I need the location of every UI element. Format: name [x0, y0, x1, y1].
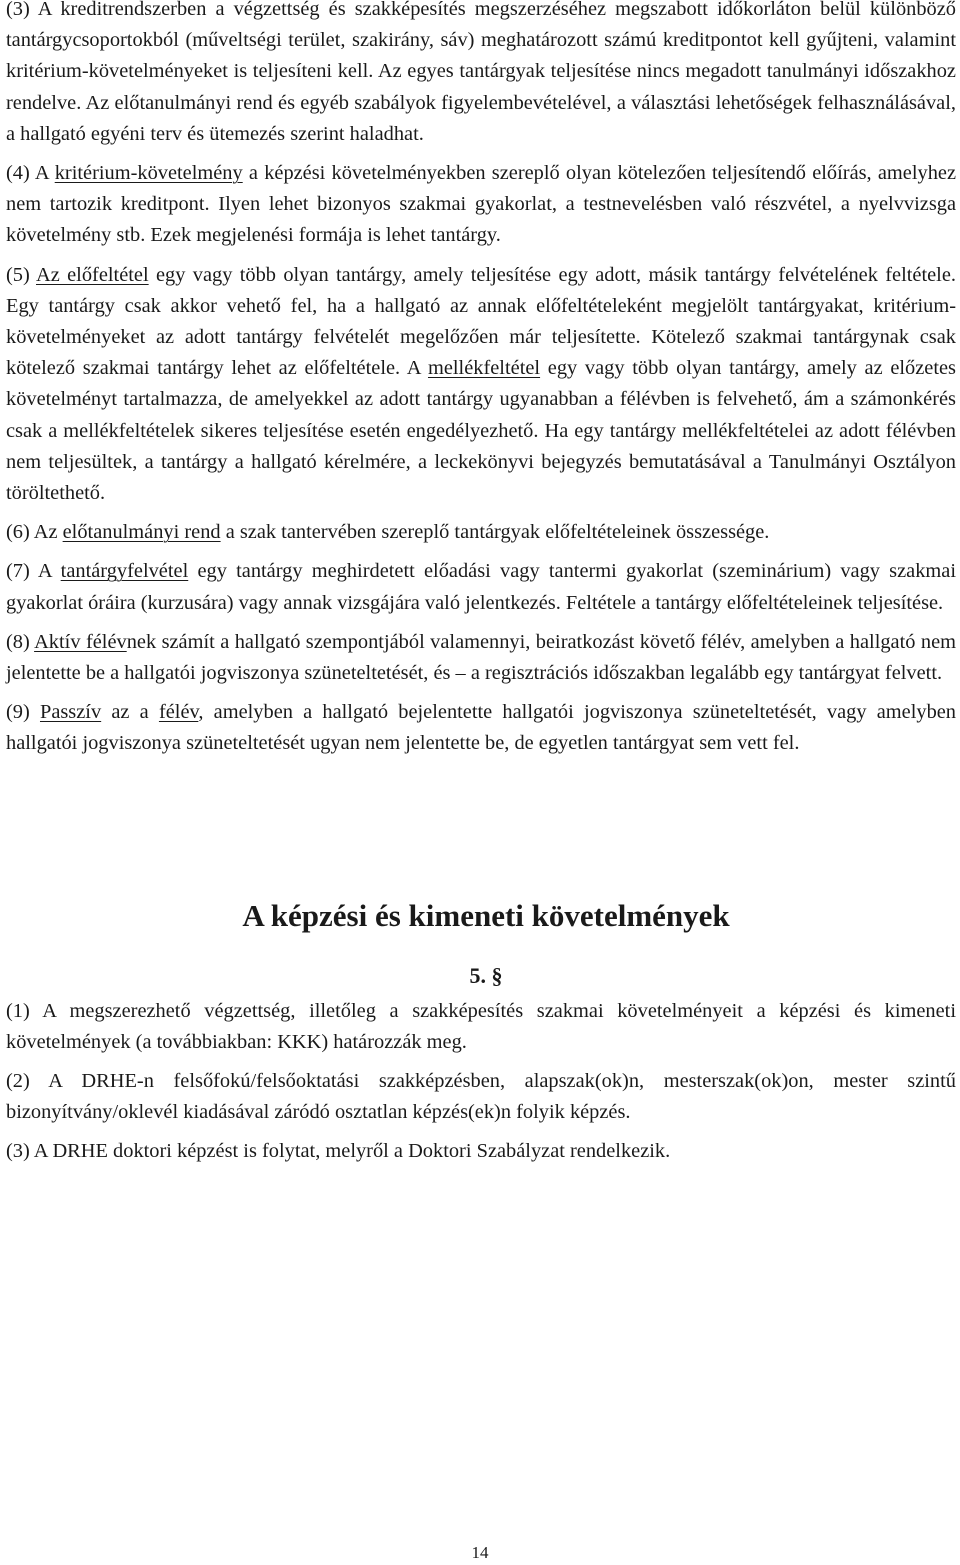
paragraph-9-body-1: az a	[101, 701, 159, 724]
document-page	[6, 0, 956, 1176]
paragraph-3-text: (3) A kreditrendszerben a végzettség és szakképesítés megszerzéséhez megszabott időkorláton belül különböző tantárgycsoportokból (műveltségi terület, szakirány, sáv) meghatározott számú kreditpontot kell gyűjteni, valamint kritérium-követelményeket is teljesíteni kell. Az egyes tantárgyak teljesítése nincs megadott tanulmányi időszakhoz rendelve. Az előtanulmányi rend és egyéb szabályok figyelembevételével, a választási lehetőségek felhasználásával, a hallgató egyéni terv és ütemezés szerint haladhat.	[6, 0, 956, 145]
paragraph-7-body: egy tantárgy meghirdetett előadási vagy tantermi gyakorlat (szeminárium) vagy szakmai gyakorlat óráira (kurzusára) vagy annak vizsgájára való jelentkezés. Feltétele a tantárgy előfeltételeinek teljesítése.	[6, 560, 956, 614]
paragraph-9-prefix: (9)	[6, 701, 40, 724]
term-passziv: Passzív	[39, 701, 102, 724]
paragraph-7	[6, 556, 956, 618]
paragraph-6-prefix: (6) Az	[6, 521, 63, 544]
paragraph-6	[6, 517, 956, 548]
paragraph-8-body: nek számít a hallgató szempontjából valamennyi, beiratkozást követő félév, amelyben a hallgató nem jelentette be a hallgatói jogviszonya szüneteltetését, és – a regisztrációs időszakban legalább egy tantárgyat felvett.	[6, 630, 956, 685]
section-paragraph-2	[6, 1066, 956, 1128]
section-paragraph-3-text: (3) A DRHE doktori képzést is folytat, melyről a Doktori Szabályzat rendelkezik.	[6, 1140, 671, 1163]
paragraph-9	[6, 697, 956, 759]
section-paragraph-2-text: (2) A DRHE-n felsőfokú/felsőoktatási szakképzésben, alapszak(ok)n, mesterszak(ok)on, mester szintű bizonyítvány/oklevél kiadásával záródó osztatlan képzés(ek)n folyik képzés.	[6, 1070, 956, 1124]
term-mellekfeltetel: mellékfeltétel	[427, 357, 541, 380]
paragraph-5	[6, 260, 956, 510]
paragraph-5-body-2: egy vagy több olyan tantárgy, amely az előzetes követelményt tartalmazza, de amelyekkel az adott tantárgy ugyanabban a félévben is felvehető, ám a számonkérés csak a mellékfeltételek sikeres teljesítése esetén engedélyezhető. Ha egy tantárgy mellékfeltételei az adott félévben nem teljesültek, a tantárgy a hallgató kérelmére, a leckekönyvi bejegyzés bemutatásával a Tanulmányi Osztályon töröltethető.	[6, 357, 956, 505]
paragraph-4-body: a képzési követelményekben szereplő olyan kötelezően teljesítendő előírás, amelyhez nem tartozik kreditpont. Ilyen lehet bizonyos szakmai gyakorlat, a testnevelésben való részvétel, a nyelvvizsga követelmény stb. Ezek megjelenési formája is lehet tantárgy.	[6, 162, 956, 247]
term-aktiv-felev: Aktív félév	[34, 630, 127, 653]
paragraph-7-prefix: (7) A	[6, 560, 61, 583]
section-paragraph-3	[6, 1136, 956, 1167]
term-kriterium-kovetelmeny: kritérium-követelmény	[54, 162, 243, 185]
paragraph-6-body: a szak tantervében szereplő tantárgyak előfeltételeinek összessége.	[220, 521, 770, 544]
paragraph-9-body-2: , amelyben a hallgató bejelentette hallgatói jogviszonya szüneteltetését, vagy amelyben hallgatói jogviszonya szüneteltetését ugyan nem jelentette be, de egyetlen tantárgyat sem vett fel.	[6, 701, 957, 755]
section-number: 5. §	[469, 962, 503, 988]
paragraph-8	[6, 627, 956, 689]
term-felev: félév	[158, 701, 199, 724]
paragraph-5-prefix: (5)	[6, 263, 36, 286]
section-heading: A képzési és kimeneti követelmények	[242, 897, 730, 933]
paragraph-4-prefix: (4) A	[6, 162, 55, 185]
paragraph-5-body-1: egy vagy több olyan tantárgy, amely teljesítése egy adott, másik tantárgy felvételének feltétele. Egy tantárgy csak akkor vehető fel, ha a hallgató az annak előfeltételeként megjelölt tantárgyakat, kritérium-követelményeket az adott tantárgy felvételét megelőzően már teljesítette. Kötelező szakmai tantárgynak csak kötelező szakmai tantárgy lehet az előfeltétele. A	[6, 263, 956, 380]
section-paragraph-1-text: (1) A megszerezhető végzettség, illetőleg a szakképesítés szakmai követelményeit a képzési és kimeneti követelmények (a továbbiakban: KKK) határozzák meg.	[6, 999, 956, 1053]
section-spacer	[6, 768, 956, 896]
paragraph-4	[6, 158, 956, 252]
term-elofeltetel: Az előfeltétel	[36, 263, 149, 286]
paragraph-3	[6, 0, 956, 150]
paragraph-8-prefix: (8)	[6, 630, 35, 653]
term-tantargyfelvetel: tantárgyfelvétel	[60, 560, 189, 583]
term-elotanulmanyi-rend: előtanulmányi rend	[62, 521, 221, 544]
section-paragraph-1	[6, 996, 956, 1058]
page-number: 14	[471, 1543, 489, 1562]
